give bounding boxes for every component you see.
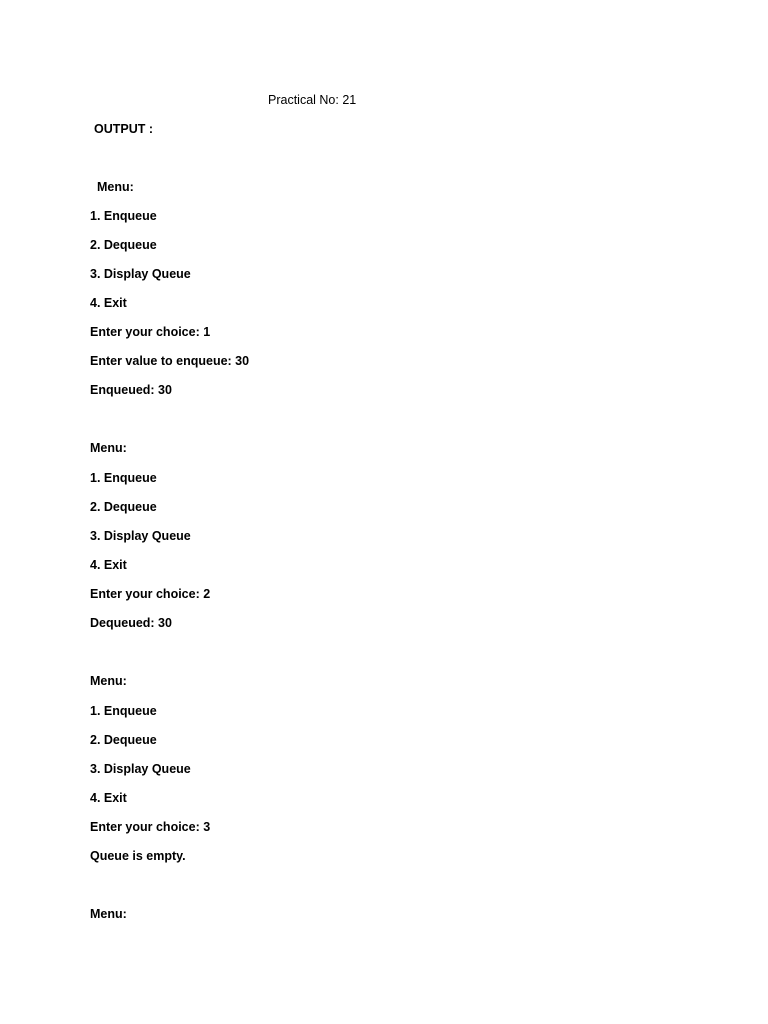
output-line: 4. Exit	[90, 558, 127, 572]
output-label: OUTPUT :	[94, 122, 154, 136]
output-line: 3. Display Queue	[90, 267, 191, 281]
output-line: Enqueued: 30	[90, 383, 172, 397]
output-line: 1. Enqueue	[90, 209, 157, 223]
output-line: Menu:	[90, 907, 127, 921]
output-line: 2. Dequeue	[90, 238, 157, 252]
output-line: 1. Enqueue	[90, 471, 157, 485]
output-line: 1. Enqueue	[90, 704, 157, 718]
output-line: 3. Display Queue	[90, 529, 191, 543]
output-line: Menu:	[90, 441, 127, 455]
practical-title: Practical No: 21	[268, 93, 357, 107]
output-line: 2. Dequeue	[90, 500, 157, 514]
output-line: Menu:	[97, 180, 134, 194]
output-line: 2. Dequeue	[90, 733, 157, 747]
output-line: 4. Exit	[90, 296, 127, 310]
output-line: Enter value to enqueue: 30	[90, 354, 250, 368]
output-line: Enter your choice: 2	[90, 587, 211, 601]
output-line: 3. Display Queue	[90, 762, 191, 776]
output-line: Queue is empty.	[90, 849, 186, 863]
output-line: Menu:	[90, 674, 127, 688]
output-line: Enter your choice: 1	[90, 325, 211, 339]
output-line: 4. Exit	[90, 791, 127, 805]
output-line: Enter your choice: 3	[90, 820, 211, 834]
output-line: Dequeued: 30	[90, 616, 172, 630]
